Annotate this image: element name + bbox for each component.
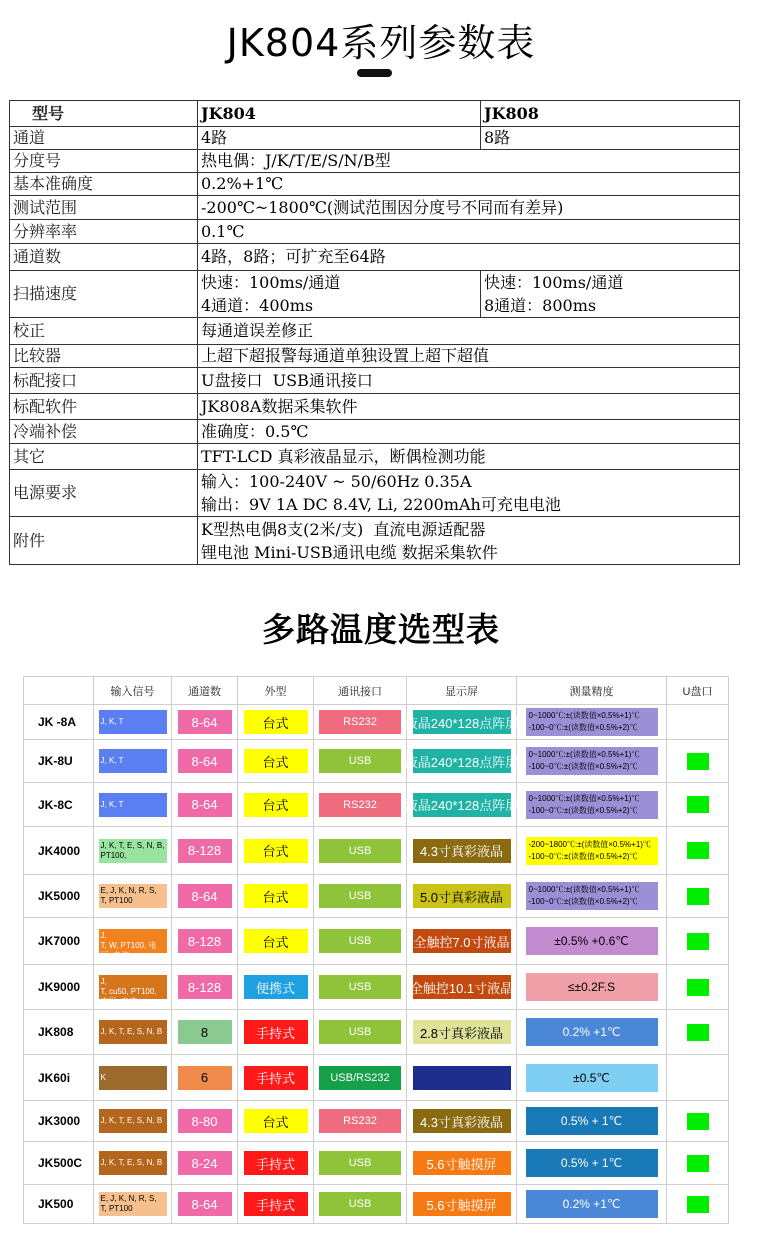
comm-interface: USB	[319, 975, 401, 999]
spec-table	[9, 100, 740, 565]
spec-row-value: 上超下超报警每通道单独设置上超下超值	[198, 345, 740, 368]
measurement-accuracy: 0.2% +1℃	[526, 1190, 658, 1218]
spec-row	[10, 368, 740, 394]
selection-row	[24, 1185, 729, 1224]
form-factor: 台式	[244, 1109, 308, 1133]
display-screen: 液晶240*128点阵屏	[413, 749, 511, 773]
selection-row	[24, 827, 729, 875]
channel-count: 8-64	[178, 710, 232, 734]
model-name: JK3000	[24, 1101, 94, 1142]
input-signal: E, J, K, N, R, S, T, PT100	[99, 884, 167, 908]
display-screen: 5.6寸触摸屏	[413, 1192, 511, 1216]
usb-port-cell	[667, 1185, 729, 1224]
spec-row-value: U盘接口 USB通讯接口	[198, 368, 740, 394]
measurement-accuracy: 0~1000℃:±(读数值×0.5%+1)℃ -100~0℃:±(读数值×0.5%+2)℃	[526, 708, 658, 736]
spec-row	[10, 150, 740, 173]
display-screen	[413, 1066, 511, 1090]
model-name: JK500C	[24, 1142, 94, 1185]
usb-port-cell	[667, 918, 729, 965]
form-factor: 手持式	[244, 1151, 308, 1175]
spec-row-value: K型热电偶8支(2米/支) 直流电源适配器 锂电池 Mini-USB通讯电缆 数据采集软件	[198, 517, 740, 565]
spec-row-jk808: 快速：100ms/通道 8通道：800ms	[481, 271, 740, 318]
spec-row	[10, 318, 740, 345]
comm-interface: RS232	[319, 793, 401, 817]
usb-available-indicator	[687, 888, 709, 905]
spec-row-label: 标配软件	[10, 394, 198, 420]
spec-row-label: 其它	[10, 444, 198, 470]
input-signal: J, K, T, E, S, N, B	[99, 1109, 167, 1133]
selection-row	[24, 1142, 729, 1185]
selection-header-cell: U盘口	[667, 677, 729, 705]
selection-table	[23, 676, 729, 1224]
spec-row	[10, 127, 740, 150]
spec-row-label: 比较器	[10, 345, 198, 368]
form-factor: 手持式	[244, 1020, 308, 1044]
input-signal: J, K, T, E, S, N, B	[99, 1151, 167, 1175]
page-title: JK804系列参数表	[226, 21, 536, 65]
model-name: JK4000	[24, 827, 94, 875]
channel-count: 8-128	[178, 839, 232, 863]
measurement-accuracy: 0~1000℃:±(读数值×0.5%+1)℃ -100~0℃:±(读数值×0.5%+2)℃	[526, 882, 658, 910]
measurement-accuracy: 0.5% + 1℃	[526, 1107, 658, 1135]
spec-header-label: 型号	[10, 101, 198, 127]
comm-interface: USB	[319, 749, 401, 773]
usb-port-cell	[667, 1142, 729, 1185]
channel-count: 8-64	[178, 793, 232, 817]
selection-row	[24, 783, 729, 827]
input-signal: J, K, T	[99, 749, 167, 773]
spec-row-value: 每通道误差修正	[198, 318, 740, 345]
spec-row-label: 基本准确度	[10, 173, 198, 196]
comm-interface: USB	[319, 884, 401, 908]
usb-available-indicator	[687, 1113, 709, 1130]
model-name: JK808	[24, 1010, 94, 1055]
spec-row-jk808: 8路	[481, 127, 740, 150]
selection-row	[24, 705, 729, 740]
usb-port-cell	[667, 740, 729, 783]
display-screen: 全触控7.0寸液晶	[413, 929, 511, 953]
usb-available-indicator	[687, 1196, 709, 1213]
selection-header-row	[24, 677, 729, 705]
model-name: JK5000	[24, 875, 94, 918]
form-factor: 台式	[244, 749, 308, 773]
usb-port-cell	[667, 1101, 729, 1142]
spec-header-row	[10, 101, 740, 127]
model-name: JK-8U	[24, 740, 94, 783]
channel-count: 8-80	[178, 1109, 232, 1133]
spec-row-value: 0.2%+1℃	[198, 173, 740, 196]
display-screen: 5.6寸触摸屏	[413, 1151, 511, 1175]
selection-row	[24, 875, 729, 918]
usb-port-cell	[667, 827, 729, 875]
spec-row-value: -200℃~1800℃(测试范围因分度号不同而有差异)	[198, 196, 740, 220]
comm-interface: USB	[319, 929, 401, 953]
model-name: JK9000	[24, 965, 94, 1010]
comm-interface: USB	[319, 1192, 401, 1216]
form-factor: 台式	[244, 839, 308, 863]
usb-available-indicator	[687, 842, 709, 859]
selection-header-cell: 测量精度	[517, 677, 667, 705]
input-signal: E, J, K, N, R, S, T, PT100	[99, 1192, 167, 1216]
form-factor: 手持式	[244, 1066, 308, 1090]
form-factor: 台式	[244, 710, 308, 734]
measurement-accuracy: 0~1000℃:±(读数值×0.5%+1)℃ -100~0℃:±(读数值×0.5%+2)℃	[526, 747, 658, 775]
selection-header-cell	[24, 677, 94, 705]
spec-row-label: 分度号	[10, 150, 198, 173]
measurement-accuracy: -200~1800℃:±(读数值×0.5%+1)℃ -100~0℃:±(读数值×0.5%+2)℃	[526, 837, 658, 865]
spec-row	[10, 173, 740, 196]
spec-row-jk804: 4路	[198, 127, 481, 150]
selection-header-cell: 通讯接口	[314, 677, 407, 705]
measurement-accuracy: 0~1000℃:±(读数值×0.5%+1)℃ -100~0℃:±(读数值×0.5%+2)℃	[526, 791, 658, 819]
display-screen: 5.0寸真彩液晶	[413, 884, 511, 908]
model-name: JK -8A	[24, 705, 94, 740]
spec-row-label: 通道	[10, 127, 198, 150]
usb-port-cell	[667, 705, 729, 740]
selection-row	[24, 1055, 729, 1101]
form-factor: 便携式	[244, 975, 308, 999]
comm-interface: USB	[319, 1020, 401, 1044]
measurement-accuracy: ±0.5% +0.6℃	[526, 927, 658, 955]
spec-row	[10, 394, 740, 420]
selection-header-cell: 输入信号	[94, 677, 172, 705]
comm-interface: RS232	[319, 1109, 401, 1133]
input-signal: J, K, T, E, S, N, B, PT100,	[99, 839, 167, 863]
spec-row-label: 测试范围	[10, 196, 198, 220]
usb-port-cell	[667, 965, 729, 1010]
form-factor: 台式	[244, 884, 308, 908]
spec-row-value: 输入：100-240V ~ 50/60Hz 0.35A 输出：9V 1A DC 8.4V, Li, 2200mAh可充电电池	[198, 470, 740, 517]
spec-row-value: 4路，8路；可扩充至64路	[198, 244, 740, 271]
usb-available-indicator	[687, 979, 709, 996]
spec-row	[10, 196, 740, 220]
channel-count: 8-128	[178, 929, 232, 953]
display-screen: 液晶240*128点阵屏	[413, 793, 511, 817]
measurement-accuracy: 0.5% + 1℃	[526, 1149, 658, 1177]
selection-row	[24, 740, 729, 783]
spec-row	[10, 345, 740, 368]
comm-interface: USB	[319, 839, 401, 863]
usb-port-cell	[667, 1055, 729, 1101]
spec-row-label: 冷端补偿	[10, 420, 198, 444]
usb-port-cell	[667, 875, 729, 918]
form-factor: 台式	[244, 929, 308, 953]
channel-count: 8-24	[178, 1151, 232, 1175]
spec-row-label: 标配接口	[10, 368, 198, 394]
display-screen: 4.3寸真彩液晶	[413, 1109, 511, 1133]
display-screen: 4.3寸真彩液晶	[413, 839, 511, 863]
channel-count: 8-64	[178, 884, 232, 908]
spec-row	[10, 517, 740, 565]
model-name: JK-8C	[24, 783, 94, 827]
input-signal: K, S, R, B, N, E, J, T, cu50, PT100, 电压, 电流	[99, 975, 167, 999]
spec-row	[10, 420, 740, 444]
input-signal: J, K, T	[99, 710, 167, 734]
selection-header-cell: 外型	[238, 677, 314, 705]
channel-count: 8-64	[178, 749, 232, 773]
spec-row	[10, 244, 740, 271]
model-name: JK500	[24, 1185, 94, 1224]
input-signal: S, R, B, K, N, E, J, T, W, PT100, 电压, 电流	[99, 929, 167, 953]
form-factor: 手持式	[244, 1192, 308, 1216]
spec-header-jk808: JK808	[481, 101, 740, 127]
channel-count: 6	[178, 1066, 232, 1090]
spec-row-label: 校正	[10, 318, 198, 345]
spec-row-label: 通道数	[10, 244, 198, 271]
selection-row	[24, 918, 729, 965]
usb-available-indicator	[687, 933, 709, 950]
display-screen: 2.8寸真彩液晶	[413, 1020, 511, 1044]
input-signal: K	[99, 1066, 167, 1090]
measurement-accuracy: 0.2% +1℃	[526, 1018, 658, 1046]
form-factor: 台式	[244, 793, 308, 817]
channel-count: 8-128	[178, 975, 232, 999]
channel-count: 8-64	[178, 1192, 232, 1216]
model-name: JK60i	[24, 1055, 94, 1101]
comm-interface: USB	[319, 1151, 401, 1175]
title-divider	[357, 69, 392, 77]
selection-row	[24, 1010, 729, 1055]
usb-available-indicator	[687, 753, 709, 770]
display-screen: 液晶240*128点阵屏	[413, 710, 511, 734]
display-screen: 全触控10.1寸液晶	[413, 975, 511, 999]
spec-row-label: 扫描速度	[10, 271, 198, 318]
spec-row	[10, 271, 740, 318]
spec-row-label: 电源要求	[10, 470, 198, 517]
measurement-accuracy: ≤±0.2F.S	[526, 973, 658, 1001]
spec-row-label: 分辨率率	[10, 220, 198, 244]
input-signal: J, K, T, E, S, N, B	[99, 1020, 167, 1044]
spec-row	[10, 470, 740, 517]
spec-row-value: JK808A数据采集软件	[198, 394, 740, 420]
spec-row-value: TFT-LCD 真彩液晶显示，断偶检测功能	[198, 444, 740, 470]
usb-port-cell	[667, 783, 729, 827]
spec-row-value: 热电偶：J/K/T/E/S/N/B型	[198, 150, 740, 173]
selection-row	[24, 1101, 729, 1142]
usb-available-indicator	[687, 796, 709, 813]
selection-header-cell: 通道数	[172, 677, 238, 705]
spec-row-value: 准确度：0.5℃	[198, 420, 740, 444]
selection-row	[24, 965, 729, 1010]
usb-port-cell	[667, 1010, 729, 1055]
comm-interface: USB/RS232	[319, 1066, 401, 1090]
spec-row	[10, 220, 740, 244]
spec-row-label: 附件	[10, 517, 198, 565]
usb-available-indicator	[687, 1155, 709, 1172]
spec-row-jk804: 快速：100ms/通道 4通道：400ms	[198, 271, 481, 318]
comm-interface: RS232	[319, 710, 401, 734]
spec-row	[10, 444, 740, 470]
section-title: 多路温度选型表	[262, 610, 500, 649]
input-signal: J, K, T	[99, 793, 167, 817]
usb-available-indicator	[687, 1024, 709, 1041]
spec-row-value: 0.1℃	[198, 220, 740, 244]
selection-header-cell: 显示屏	[407, 677, 517, 705]
measurement-accuracy: ±0.5℃	[526, 1064, 658, 1092]
spec-header-jk804: JK804	[198, 101, 481, 127]
channel-count: 8	[178, 1020, 232, 1044]
model-name: JK7000	[24, 918, 94, 965]
